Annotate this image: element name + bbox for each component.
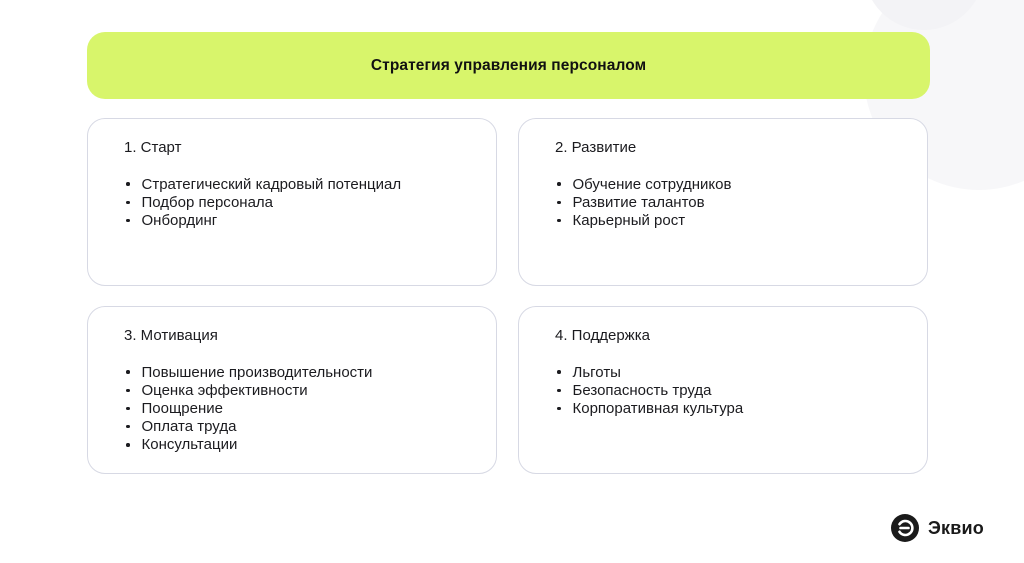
bullet-icon — [126, 201, 130, 205]
list-item — [124, 436, 372, 454]
ekvio-logo-icon — [891, 514, 919, 542]
bullet-icon — [557, 219, 561, 223]
title-banner — [87, 32, 930, 99]
list-item-label: Развитие талантов — [572, 193, 705, 211]
bullet-icon — [126, 219, 130, 223]
card-start — [87, 118, 497, 286]
card-list — [124, 175, 401, 230]
bullet-icon — [126, 407, 130, 411]
bullet-icon — [557, 389, 561, 393]
list-item — [124, 418, 372, 436]
card-title: 4. Поддержка — [555, 327, 650, 344]
page-title: Стратегия управления персоналом — [370, 56, 647, 74]
list-item — [555, 211, 731, 229]
bullet-icon — [557, 201, 561, 205]
list-item-label: Корпоративная культура — [572, 399, 744, 417]
list-item — [124, 211, 401, 229]
card-list — [555, 363, 743, 418]
list-item-label: Карьерный рост — [572, 211, 686, 229]
list-item-label: Повышение производительности — [141, 363, 373, 381]
list-item-label: Обучение сотрудников — [572, 175, 732, 193]
list-item-label: Консультации — [141, 436, 238, 454]
card-title: 1. Старт — [124, 139, 182, 156]
list-item — [124, 363, 372, 381]
list-item — [555, 175, 731, 193]
bullet-icon — [557, 370, 561, 374]
bullet-icon — [557, 407, 561, 411]
list-item — [124, 381, 372, 399]
list-item — [555, 399, 743, 417]
bullet-icon — [557, 182, 561, 186]
card-title: 3. Мотивация — [124, 327, 218, 344]
list-item-label: Подбор персонала — [141, 193, 274, 211]
card-title: 2. Развитие — [555, 139, 637, 156]
bullet-icon — [126, 182, 130, 186]
brand-name: Эквио — [928, 517, 984, 538]
bullet-icon — [126, 389, 130, 393]
list-item-label: Безопасность труда — [572, 381, 712, 399]
list-item — [124, 193, 401, 211]
list-item — [124, 175, 401, 193]
list-item-label: Поощрение — [141, 399, 223, 417]
list-item-label: Стратегический кадровый потенциал — [141, 175, 402, 193]
card-motivation — [87, 306, 497, 474]
bullet-icon — [126, 425, 130, 429]
list-item-label: Оплата труда — [141, 418, 237, 436]
list-item-label: Льготы — [572, 363, 621, 381]
list-item-label: Оценка эффективности — [141, 381, 308, 399]
card-support — [518, 306, 928, 474]
bullet-icon — [126, 370, 130, 374]
list-item — [124, 399, 372, 417]
list-item — [555, 193, 731, 211]
list-item-label: Онбординг — [141, 211, 218, 229]
card-list — [124, 363, 372, 454]
bullet-icon — [126, 443, 130, 447]
list-item — [555, 363, 743, 381]
list-item — [555, 381, 743, 399]
card-development — [518, 118, 928, 286]
card-list — [555, 175, 731, 230]
brand-logo — [891, 514, 984, 542]
